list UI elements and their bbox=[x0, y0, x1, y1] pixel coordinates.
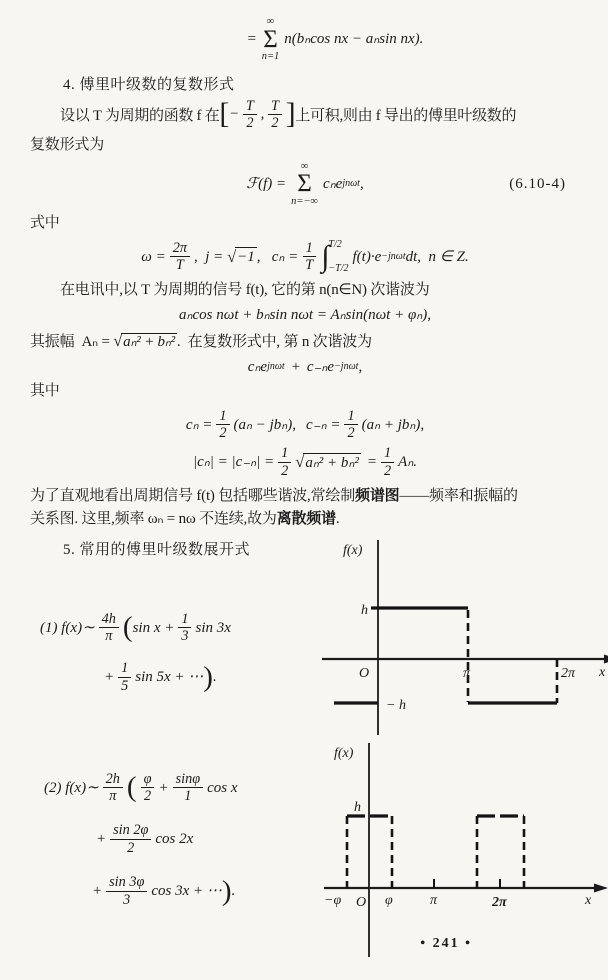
fraction-4h-pi: $\frac{4h}{\pi}$ bbox=[99, 611, 119, 645]
radicand: aₙ² + bₙ² bbox=[305, 454, 359, 471]
square-wave-graph-1 bbox=[316, 536, 608, 739]
neg-phi-label: −φ bbox=[324, 892, 342, 908]
spectrum-text-2: ——频率和振幅的 bbox=[399, 488, 518, 505]
integral-tail: dt, n ∈ Z. bbox=[405, 248, 469, 265]
pulse-wave-graph-2 bbox=[282, 741, 608, 963]
equation-harmonic bbox=[30, 306, 580, 324]
plus-sign: + bbox=[96, 831, 107, 848]
page-number: • 241 • bbox=[420, 936, 472, 951]
fraction-1-2: $\frac{1}{2}$ bbox=[278, 445, 291, 479]
term-cosx: cos x bbox=[207, 779, 238, 796]
exponent: −jnωt bbox=[381, 250, 406, 262]
period: . bbox=[335, 511, 340, 528]
equation-coefficients bbox=[30, 239, 580, 275]
c-neg-n-lhs: c₋ₙ = bbox=[306, 416, 341, 433]
harmonic-expression: aₙcos nωt + bₙsin nωt = Aₙsin(nωt + φₙ), bbox=[179, 307, 431, 324]
fraction-sin3phi-3: $\frac{\sin 3\varphi}{3}$ bbox=[106, 874, 147, 908]
right-paren: ) bbox=[203, 660, 213, 693]
y-axis-label: f(x) bbox=[334, 745, 354, 761]
x-axis-label: x bbox=[599, 664, 606, 680]
origin-label: O bbox=[359, 665, 370, 681]
amplitude-text-pre: 其振幅 Aₙ = bbox=[30, 334, 114, 351]
plus-sign: + bbox=[92, 883, 103, 900]
sum-upper-limit: ∞ bbox=[300, 160, 309, 172]
fraction-sin2phi-2: $\frac{\sin 2\varphi}{2}$ bbox=[110, 822, 151, 856]
exponent: −jnωt bbox=[334, 361, 359, 373]
section5-row2 bbox=[30, 741, 592, 963]
section-5-heading: 5. 常用的傅里叶级数展开式 bbox=[63, 541, 251, 558]
comma: , bbox=[359, 176, 364, 193]
x-axis-arrow bbox=[604, 654, 608, 663]
function-lhs: f(x)∼ bbox=[65, 779, 99, 796]
paragraph-telecom: 在电讯中,以 T 为周期的信号 f(t), 它的第 n(n∈N) 次谐波为 bbox=[60, 281, 430, 298]
cn-rhs: (aₙ − jbₙ), bbox=[233, 416, 297, 433]
exponent: jnωt bbox=[267, 361, 285, 373]
term-sin5x: sin 5x + ⋯ bbox=[135, 669, 204, 686]
comma: , bbox=[260, 106, 265, 123]
item-number: (2) bbox=[44, 779, 62, 796]
sum-upper-limit: ∞ bbox=[266, 16, 275, 27]
function-lhs: f(x)∼ bbox=[61, 619, 95, 636]
fraction-1-T: $\frac{1}{T}$ bbox=[302, 240, 316, 274]
origin-label: O bbox=[356, 894, 367, 910]
comma: , bbox=[358, 359, 363, 376]
spectrum-text-3: 关系图. 这里,频率 ωₙ = nω 不连续,故为 bbox=[30, 511, 277, 528]
sum-lower-limit: n=−∞ bbox=[291, 196, 319, 208]
expansion-1-line1 bbox=[40, 611, 316, 645]
integral-lower: −T/2 bbox=[328, 262, 349, 274]
discrete-spectrum-bold: 离散频谱 bbox=[276, 511, 336, 528]
expansion-2-line1 bbox=[44, 771, 282, 805]
fraction-1-2: $\frac{1}{2}$ bbox=[216, 408, 229, 442]
equation-harmonic-pair bbox=[30, 358, 580, 376]
left-bracket: [ bbox=[219, 96, 230, 130]
radical-sign: √ bbox=[113, 331, 123, 351]
c-neg-n-rhs: (aₙ + jbₙ), bbox=[361, 416, 425, 433]
x-axis-arrow bbox=[594, 883, 608, 892]
term-sinx: sin x + bbox=[132, 619, 175, 636]
plus-sign: + bbox=[290, 359, 301, 376]
interval-notation bbox=[219, 98, 295, 132]
coefficient-term: cₙe bbox=[323, 176, 343, 193]
h-label: h bbox=[354, 799, 361, 815]
x-axis-label: x bbox=[585, 892, 592, 908]
equation-derivative-series bbox=[30, 16, 580, 63]
integral-sign: ∫ bbox=[321, 239, 330, 273]
term-sin3x: sin 3x bbox=[195, 619, 231, 636]
minus-sign: − bbox=[229, 106, 239, 123]
omega-def: ω = bbox=[141, 248, 166, 265]
fraction-T-2: $\frac{T}{2}$ bbox=[243, 98, 257, 132]
equation-cn-coefficients bbox=[30, 408, 580, 442]
row2-left-column bbox=[30, 741, 282, 908]
section5-row1 bbox=[30, 536, 606, 739]
modulus-lhs: |cₙ| = |c₋ₙ| = bbox=[192, 454, 275, 471]
sigma-glyph: Σ bbox=[297, 170, 312, 198]
radical-sign: √ bbox=[227, 247, 237, 267]
summation-symbol bbox=[262, 16, 280, 63]
pi-label: π bbox=[430, 892, 438, 908]
right-bracket: ] bbox=[285, 96, 296, 130]
expansion-1-line2 bbox=[104, 660, 316, 694]
plus-sign: + bbox=[158, 779, 169, 796]
neg-h-label: − h bbox=[386, 697, 406, 713]
sigma-glyph: Σ bbox=[263, 25, 278, 53]
modulus-rhs: Aₙ. bbox=[398, 454, 418, 471]
paragraph-amplitude bbox=[30, 328, 580, 354]
right-paren: ) bbox=[221, 874, 232, 907]
spectrum-text-1: 为了直观地看出周期信号 f(t) 包括哪些谐波,常绘制 bbox=[30, 488, 356, 505]
integral bbox=[321, 239, 351, 275]
fraction-1-2b: $\frac{1}{2}$ bbox=[381, 445, 394, 479]
fraction-sinphi-1: $\frac{\sin\varphi}{1}$ bbox=[173, 771, 204, 805]
fraction-2pi-T: $\frac{2\pi}{T}$ bbox=[170, 240, 190, 274]
phi-label: φ bbox=[385, 892, 393, 908]
fourier-operator: ℱ(f) = bbox=[246, 176, 287, 193]
left-paren: ( bbox=[126, 771, 137, 804]
item-number: (1) bbox=[40, 619, 58, 636]
equals-sign: = bbox=[366, 454, 378, 471]
radical-sign: √ bbox=[295, 452, 305, 472]
fraction-T-2b: $\frac{T}{2}$ bbox=[268, 98, 282, 132]
paragraph-spectrum bbox=[30, 485, 580, 532]
label-qizhong: 其中 bbox=[30, 383, 60, 400]
integrand: f(t)·e bbox=[352, 248, 382, 265]
j-def: , j = bbox=[194, 248, 228, 265]
equation-complex-form bbox=[30, 161, 580, 208]
two-pi-label: 2π bbox=[492, 894, 507, 910]
paragraph-intro-line1 bbox=[60, 98, 580, 132]
fraction-phi-2: $\frac{\varphi}{2}$ bbox=[141, 771, 155, 805]
expansion-2-line3 bbox=[92, 874, 282, 908]
period: . bbox=[231, 883, 236, 900]
sum-lower-limit: n=1 bbox=[261, 51, 280, 63]
term-2: c₋ₙe bbox=[306, 359, 335, 376]
period: . bbox=[212, 669, 217, 686]
fraction-1-3: $\frac{1}{3}$ bbox=[178, 611, 191, 645]
fraction-1-2b: $\frac{1}{2}$ bbox=[344, 408, 357, 442]
summation-symbol bbox=[291, 161, 318, 208]
intro-text-pre: 设以 T 为周期的函数 f 在 bbox=[60, 108, 220, 125]
amplitude-text-post: . 在复数形式中, 第 n 次谐波为 bbox=[176, 334, 372, 351]
radicand: aₙ² + bₙ² bbox=[123, 334, 175, 351]
term-cos3x: cos 3x + ⋯ bbox=[151, 883, 222, 900]
equals-sign: = bbox=[246, 31, 257, 48]
integral-upper: T/2 bbox=[328, 238, 342, 250]
term-cos2x: cos 2x bbox=[155, 831, 194, 848]
equation-body: n(bₙcos nx − aₙsin nx). bbox=[284, 31, 424, 48]
label-shizhong: 式中 bbox=[30, 214, 60, 231]
fraction-1-5: $\frac{1}{5}$ bbox=[118, 660, 131, 694]
pi-label: π bbox=[463, 665, 471, 681]
two-pi-label: 2π bbox=[561, 665, 576, 681]
expansion-2-line2 bbox=[96, 822, 282, 856]
cn-lhs: cₙ = bbox=[185, 416, 213, 433]
left-paren: ( bbox=[122, 611, 133, 644]
row1-left-column bbox=[30, 536, 316, 695]
spectrum-term-bold: 频谱图 bbox=[355, 488, 400, 505]
exponent: jnωt bbox=[342, 178, 360, 190]
radicand: −1 bbox=[237, 249, 255, 266]
equation-modulus bbox=[30, 445, 580, 479]
h-label: h bbox=[361, 602, 368, 618]
intro-text-post: 上可积,则由 f 导出的傅里叶级数的 bbox=[295, 108, 517, 125]
y-axis-label: f(x) bbox=[343, 542, 363, 558]
section-4-heading: 4. 傅里叶级数的复数形式 bbox=[63, 76, 235, 93]
plus-sign: + bbox=[104, 669, 115, 686]
term-1: cₙe bbox=[247, 359, 268, 376]
paragraph-intro-line2: 复数形式为 bbox=[30, 136, 105, 153]
equation-number: (6.10-4) bbox=[509, 176, 566, 193]
fraction-2h-pi: $\frac{2h}{\pi}$ bbox=[103, 771, 123, 805]
cn-def: , cₙ = bbox=[256, 248, 299, 265]
